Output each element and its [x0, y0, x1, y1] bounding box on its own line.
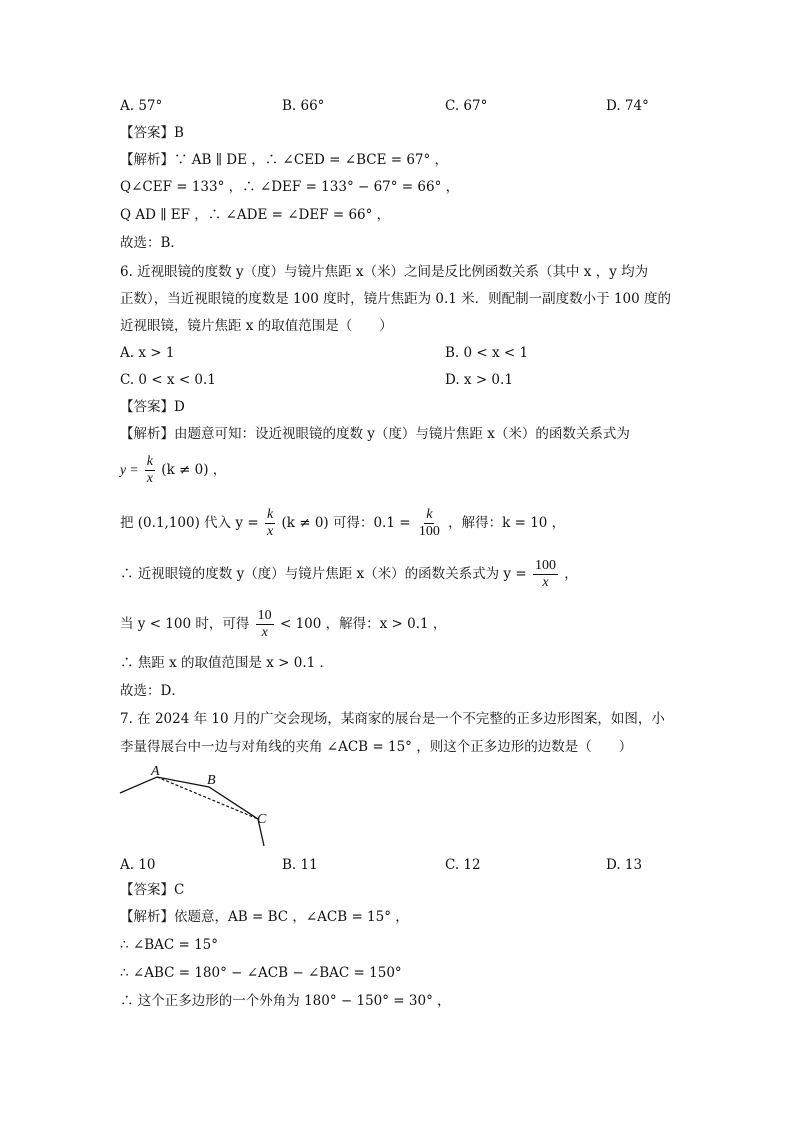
- q6-answer: 【答案】D: [120, 399, 185, 415]
- q6-equation-1: [120, 452, 226, 488]
- q7-option-a: A. 10: [120, 857, 156, 873]
- sub-middle: (k ≠ 0) 可得：0.1 =: [281, 515, 411, 531]
- q5-analysis-line-3: Q AD ∥ EF ，∴ ∠ADE = ∠DEF = 66° ，: [120, 207, 391, 223]
- q7-analysis-line-3: ∴ ∠ABC = 180° − ∠ACB − ∠BAC = 150°: [120, 965, 402, 981]
- sub-fraction-1-numerator: k: [266, 507, 274, 522]
- q7-option-c: C. 12: [445, 857, 481, 873]
- polygon-edges: [120, 777, 264, 846]
- eq1-lhs: y =: [120, 462, 139, 477]
- q7-stem-line-2: 李量得展台中一边与对角线的夹角 ∠ACB = 15° ，则这个正多边形的边数是（ ）: [120, 739, 633, 755]
- q6-option-b: B. 0 < x < 1: [445, 345, 529, 361]
- rel-denominator: x: [542, 575, 549, 590]
- q6-substitution: [120, 505, 565, 541]
- q6-conclusion: 故选：D．: [120, 683, 185, 699]
- rel-numerator: 100: [534, 558, 556, 573]
- sub-fraction-2-denominator: 100: [418, 524, 440, 539]
- label-c: C: [257, 812, 267, 827]
- when-prefix: 当 y < 100 时，可得: [120, 616, 250, 632]
- when-end: < 100 ，解得：x > 0.1 ，: [279, 616, 447, 632]
- q6-option-c: C. 0 < x < 0.1: [120, 372, 216, 388]
- q5-conclusion: 故选：B．: [120, 235, 184, 251]
- q5-analysis-line-1: 【解析】∵ AB ∥ DE ，∴ ∠CED = ∠BCE = 67° ，: [120, 152, 449, 168]
- q7-answer: 【答案】C: [120, 882, 185, 898]
- when-denominator: x: [261, 625, 268, 640]
- q6-stem-line-1: 6. 近视眼镜的度数 y（度）与镜片焦距 x（米）之间是反比例函数关系（其中 x ，y 均为: [120, 264, 649, 280]
- q6-stem-line-2: 正数），当近视眼镜的度数是 100 度时，镜片焦距为 0.1 米．则配制一副度数小于 100 度的: [120, 291, 672, 307]
- sub-fraction-2-numerator: k: [426, 507, 433, 522]
- sub-fraction-2: [417, 507, 442, 540]
- q7-analysis-line-4: ∴ 这个正多边形的一个外角为 180° − 150° = 30° ，: [120, 993, 451, 1009]
- when-numerator: 10: [257, 608, 272, 623]
- label-a: A: [151, 764, 160, 779]
- q5-analysis-line-2: Q∠CEF = 133° ，∴ ∠DEF = 133° − 67° = 66° ，: [120, 179, 460, 195]
- q6-analysis-line-1: 【解析】由题意可知：设近视眼镜的度数 y（度）与镜片焦距 x（米）的函数关系式为: [120, 426, 630, 442]
- q7-analysis-line-1: 【解析】依题意，AB = BC ，∠ACB = 15° ，: [120, 909, 409, 925]
- sub-fraction-1-denominator: x: [266, 524, 274, 539]
- rel-fraction: [533, 558, 558, 591]
- q5-option-b: B. 66°: [282, 98, 325, 114]
- sub-fraction-1: [265, 507, 275, 540]
- sub-end: ，解得：k = 10 ，: [448, 515, 566, 531]
- q7-polygon-figure: [112, 760, 282, 852]
- when-fraction: [256, 608, 274, 641]
- q6-range: ∴ 焦距 x 的取值范围是 x > 0.1 ．: [120, 655, 334, 671]
- rel-prefix: ∴ 近视眼镜的度数 y（度）与镜片焦距 x（米）的函数关系式为 y =: [120, 566, 527, 582]
- q5-option-c: C. 67°: [445, 98, 488, 114]
- q6-option-a: A. x > 1: [120, 345, 175, 361]
- eq1-numerator: k: [146, 454, 153, 469]
- eq1-denominator: x: [146, 471, 153, 486]
- q5-option-a: A. 57°: [120, 98, 163, 114]
- q6-relation: [120, 556, 578, 592]
- q7-option-d: D. 13: [606, 857, 643, 873]
- label-b: B: [207, 773, 216, 788]
- q5-answer: 【答案】B: [120, 125, 184, 141]
- q6-inequality: [120, 606, 446, 642]
- q7-analysis-line-2: ∴ ∠BAC = 15°: [120, 937, 219, 953]
- eq1-fraction: [145, 454, 155, 487]
- eq1-rhs: (k ≠ 0) ，: [161, 462, 227, 478]
- rel-end: ，: [564, 566, 578, 582]
- q6-stem-line-3: 近视眼镜，镜片焦距 x 的取值范围是（ ）: [120, 318, 393, 334]
- q5-option-d: D. 74°: [606, 98, 649, 114]
- q7-option-b: B. 11: [282, 857, 318, 873]
- q6-option-d: D. x > 0.1: [445, 372, 513, 388]
- q7-stem-line-1: 7. 在 2024 年 10 月的广交会现场，某商家的展台是一个不完整的正多边形图案，如图，小: [120, 711, 665, 727]
- sub-prefix: 把 (0.1,100) 代入 y =: [120, 515, 259, 531]
